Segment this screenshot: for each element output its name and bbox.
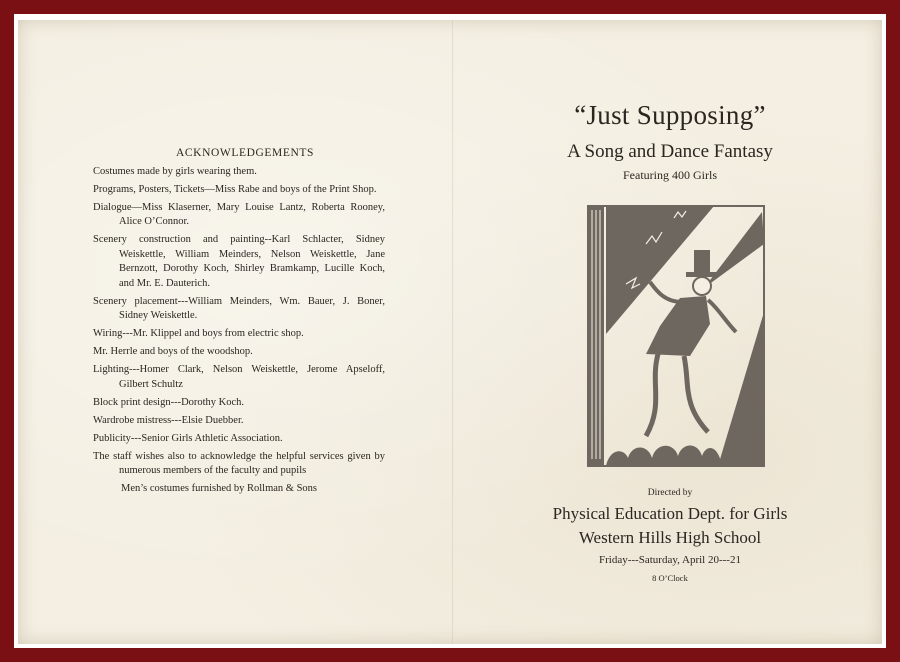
ack-mens-costumes: Men’s costumes furnished by Rollman & Sons [121,483,317,494]
program-title: “Just Supposing” [574,100,766,130]
ack-wardrobe: Wardrobe mistress---Elsie Duebber. [93,414,244,426]
ack-block-print: Block print design---Dorothy Koch. [93,396,245,408]
ack-woodshop: Mr. Herrle and boys of the woodshop. [93,346,253,357]
program-subtitle: A Song and Dance Fantasy [567,141,773,162]
ack-lighting: Lighting---Homer Clark, Nelson Weiskettle, Jerome Apseloff, Gilbert Schultz [93,364,385,390]
center-fold [452,20,454,644]
ack-dialogue: Dialogue—Miss Klaserner, Mary Louise Lantz, Roberta Rooney, Alice O’Connor. [93,201,385,227]
block-print-dancer-icon [586,204,766,468]
featuring-line: Featuring 400 Girls [623,168,717,182]
ack-scenery-construction: Scenery construction and painting--Karl Schlacter, Sidney Weiskettle, William Meinders, Nelson Weiskettle, Jane Bernzott, Dorothy Koch, Shirley Bramkamp, Lucille Koch, and Mr. E. Dauterich. [93,234,385,289]
acknowledgements-heading: ACKNOWLEDGEMENTS [175,147,314,159]
department-name: Physical Education Dept. for Girls [552,504,788,523]
ack-publicity: Publicity---Senior Girls Athletic Association. [93,432,283,444]
directed-by-label: Directed by [647,488,693,498]
performance-dates: Friday---Saturday, April 20---21 [599,554,741,566]
acknowledgements-panel [93,146,385,500]
performance-time: 8 O’Clock [652,573,688,583]
ack-wiring: Wiring---Mr. Klippel and boys from electric shop. [93,328,304,339]
school-name: Western Hills High School [578,528,762,547]
ack-costumes: Costumes made by girls wearing them. [93,165,257,177]
ack-scenery-placement: Scenery placement---William Meinders, Wm. Bauer, J. Boner, Sidney Weiskettle. [93,295,385,321]
ack-staff-thanks: The staff wishes also to acknowledge the helpful services given by numerous members of the faculty and pupils [93,450,385,476]
ack-programs: Programs, Posters, Tickets—Miss Rabe and boys of the Print Shop. [93,183,377,195]
